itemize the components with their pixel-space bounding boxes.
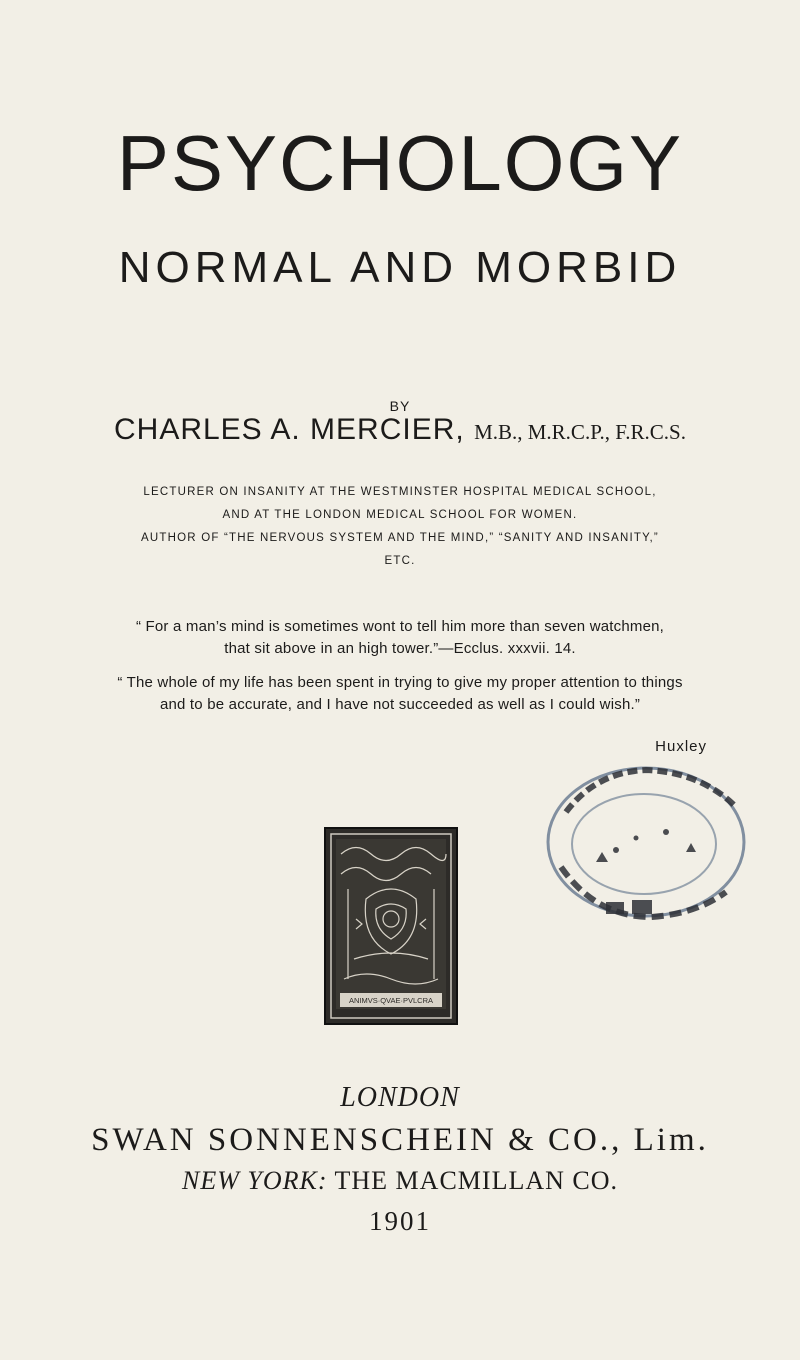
imprint-newyork-line [0, 1166, 800, 1196]
epigraph-2-line-2: and to be accurate, and I have not succeeded as well as I could wish.” [159, 696, 641, 713]
library-stamp [536, 752, 758, 932]
author-line [0, 410, 800, 452]
affiliation-line-2: AND AT THE LONDON MEDICAL SCHOOL FOR WOMEN. [222, 509, 578, 521]
publisher-device-plate [324, 827, 458, 1025]
imprint-newyork-label: NEW YORK: [181, 1166, 328, 1195]
affiliation-line-4: ETC. [384, 555, 416, 567]
epigraph-2-line-1: “ The whole of my life has been spent in trying to give my proper attention to things [117, 674, 683, 691]
affiliation-line-3: AUTHOR OF “THE NERVOUS SYSTEM AND THE MIND,” “SANITY AND INSANITY,” [141, 532, 659, 544]
book-subtitle: NORMAL AND MORBID [118, 243, 682, 292]
imprint-year: 1901 [369, 1206, 431, 1236]
author-name: CHARLES A. MERCIER, [113, 413, 465, 446]
by-label: BY [389, 398, 411, 414]
plate-motto: ANIMVS·QVAE·PVLCRA [348, 996, 434, 1005]
imprint-publisher: SWAN SONNENSCHEIN & CO., Lim. [91, 1122, 709, 1158]
imprint-city: LONDON [340, 1082, 460, 1113]
affiliation-line-1: LECTURER ON INSANITY AT THE WESTMINSTER HOSPITAL MEDICAL SCHOOL, [143, 486, 657, 498]
epigraph-1-line-1: “ For a man’s mind is sometimes wont to tell him more than seven watchmen, [135, 618, 665, 635]
author-degrees: M.B., M.R.C.P., F.R.C.S. [474, 420, 686, 444]
imprint-newyork-publisher: THE MACMILLAN CO. [334, 1166, 619, 1195]
epigraph-2-attribution: Huxley [655, 738, 707, 755]
book-title: PSYCHOLOGY [116, 119, 684, 207]
epigraph-1-line-2: that sit above in an high tower.”—Ecclus. xxxvii. 14. [224, 640, 576, 657]
